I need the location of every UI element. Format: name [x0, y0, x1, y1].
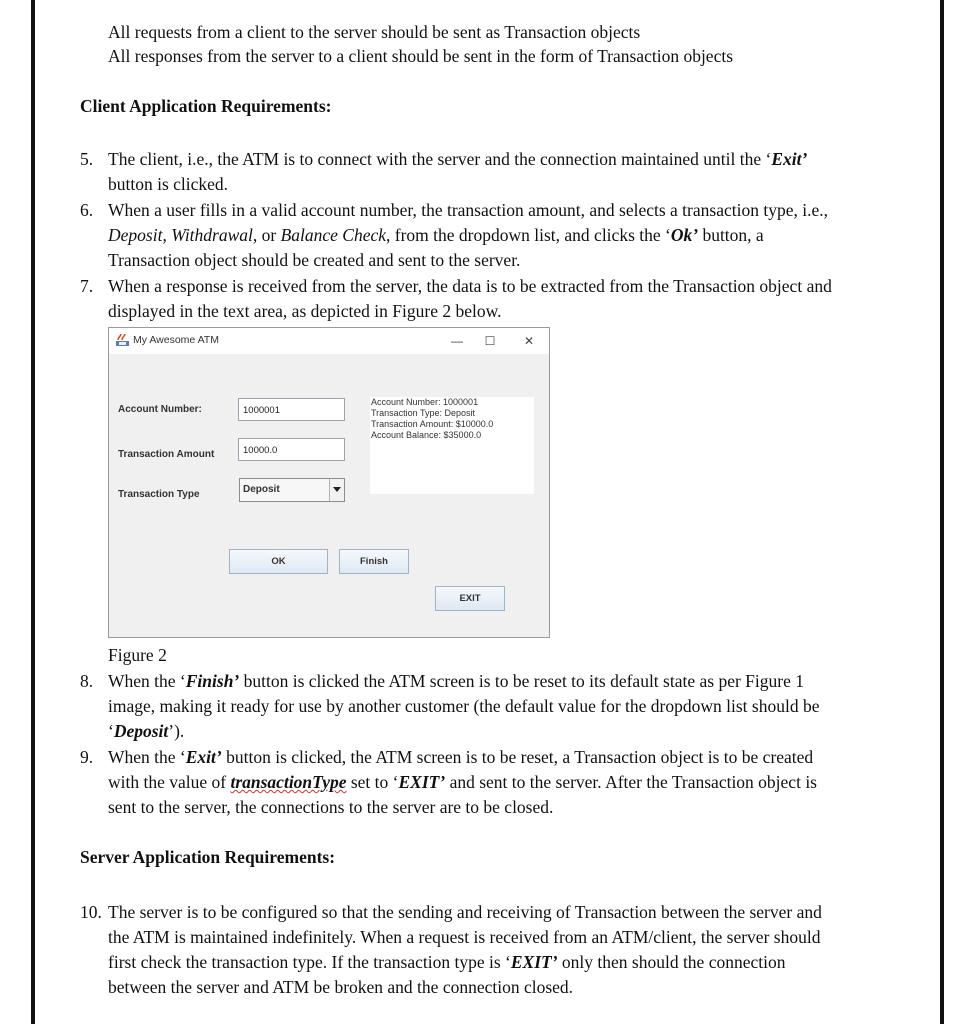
transaction-type-dropdown[interactable]: [239, 478, 345, 502]
intro-line: All requests from a client to the server should be sent as Transaction objects: [108, 22, 641, 42]
page-border-left: [31, 0, 35, 1024]
minimize-icon[interactable]: —: [451, 334, 463, 348]
req6-line2: Deposit, Withdrawal, or Balance Check, from the dropdown list, and clicks the ‘Ok’ button, a: [108, 225, 764, 245]
exit-button[interactable]: EXIT: [435, 586, 505, 611]
req8-number: 8.: [80, 671, 94, 691]
req5-number: 5.: [80, 149, 94, 169]
req7-number: 7.: [80, 276, 94, 296]
close-icon[interactable]: ✕: [523, 334, 535, 348]
finish-button[interactable]: Finish: [339, 549, 409, 574]
req10-line3: first check the transaction type. If the transaction type is ‘EXIT’ only then should the connection: [108, 952, 786, 972]
output-line: Transaction Type: Deposit: [371, 408, 476, 418]
req10-number: 10.: [80, 902, 102, 922]
account-number-field[interactable]: 1000001: [238, 398, 345, 421]
server-requirements-heading: Server Application Requirements:: [80, 847, 336, 867]
req6-line3: Transaction object should be created and sent to the server.: [108, 250, 521, 270]
req10-line2: the ATM is maintained indefinitely. When a request is received from an ATM/client, the server should: [108, 927, 821, 947]
java-app-icon: [115, 334, 130, 347]
atm-window-title: My Awesome ATM: [133, 334, 219, 346]
transaction-amount-field[interactable]: 10000.0: [238, 438, 345, 461]
req6-number: 6.: [80, 200, 94, 220]
req9-line2: with the value of transactionType set to ‘EXIT’ and sent to the server. After the Transaction object is: [108, 772, 817, 792]
page-border-right: [940, 0, 944, 1024]
req8-line2: image, making it ready for use by another customer (the default value for the dropdown list should be: [108, 696, 820, 716]
transaction-type-selected: Deposit: [243, 484, 280, 495]
req10-line1: The server is to be configured so that the sending and receiving of Transaction between the server and: [108, 902, 822, 922]
req8-line1: When the ‘Finish’ button is clicked the ATM screen is to be reset to its default state as per Figure 1: [108, 671, 804, 691]
output-line: Transaction Amount: $10000.0: [371, 419, 494, 429]
req10-line4: between the server and ATM be broken and the connection closed.: [108, 977, 574, 997]
atm-titlebar: [109, 328, 549, 354]
req7-line1: When a response is received from the server, the data is to be extracted from the Transaction object and: [108, 276, 832, 296]
transaction-amount-label: Transaction Amount: [118, 449, 215, 460]
account-number-label: Account Number:: [118, 404, 202, 415]
intro-line: All responses from the server to a client should be sent in the form of Transaction objects: [108, 46, 734, 66]
output-line: Account Balance: $35000.0: [371, 430, 482, 440]
figure-caption: Figure 2: [108, 645, 167, 665]
req9-line3: sent to the server, the connections to the server are to be closed.: [108, 797, 554, 817]
ok-button[interactable]: OK: [229, 549, 328, 574]
req7-line2: displayed in the text area, as depicted in Figure 2 below.: [108, 301, 502, 321]
req9-number: 9.: [80, 747, 94, 767]
req9-line1: When the ‘Exit’ button is clicked, the ATM screen is to be reset, a Transaction object is to be created: [108, 747, 814, 767]
transaction-output-textarea[interactable]: [370, 397, 534, 494]
req8-line3: ‘Deposit’).: [108, 721, 185, 741]
output-line: Account Number: 1000001: [371, 397, 479, 407]
req5-line2: button is clicked.: [108, 174, 229, 194]
req6-line1: When a user fills in a valid account number, the transaction amount, and selects a transaction type, i.e.,: [108, 200, 828, 220]
chevron-down-icon[interactable]: [329, 479, 344, 501]
transaction-type-label: Transaction Type: [118, 489, 200, 500]
maximize-icon[interactable]: ☐: [484, 334, 496, 348]
client-requirements-heading: Client Application Requirements:: [80, 96, 332, 116]
atm-window-figure: [108, 327, 550, 638]
req5-line1: The client, i.e., the ATM is to connect with the server and the connection maintained until the ‘Exit’: [108, 149, 808, 169]
